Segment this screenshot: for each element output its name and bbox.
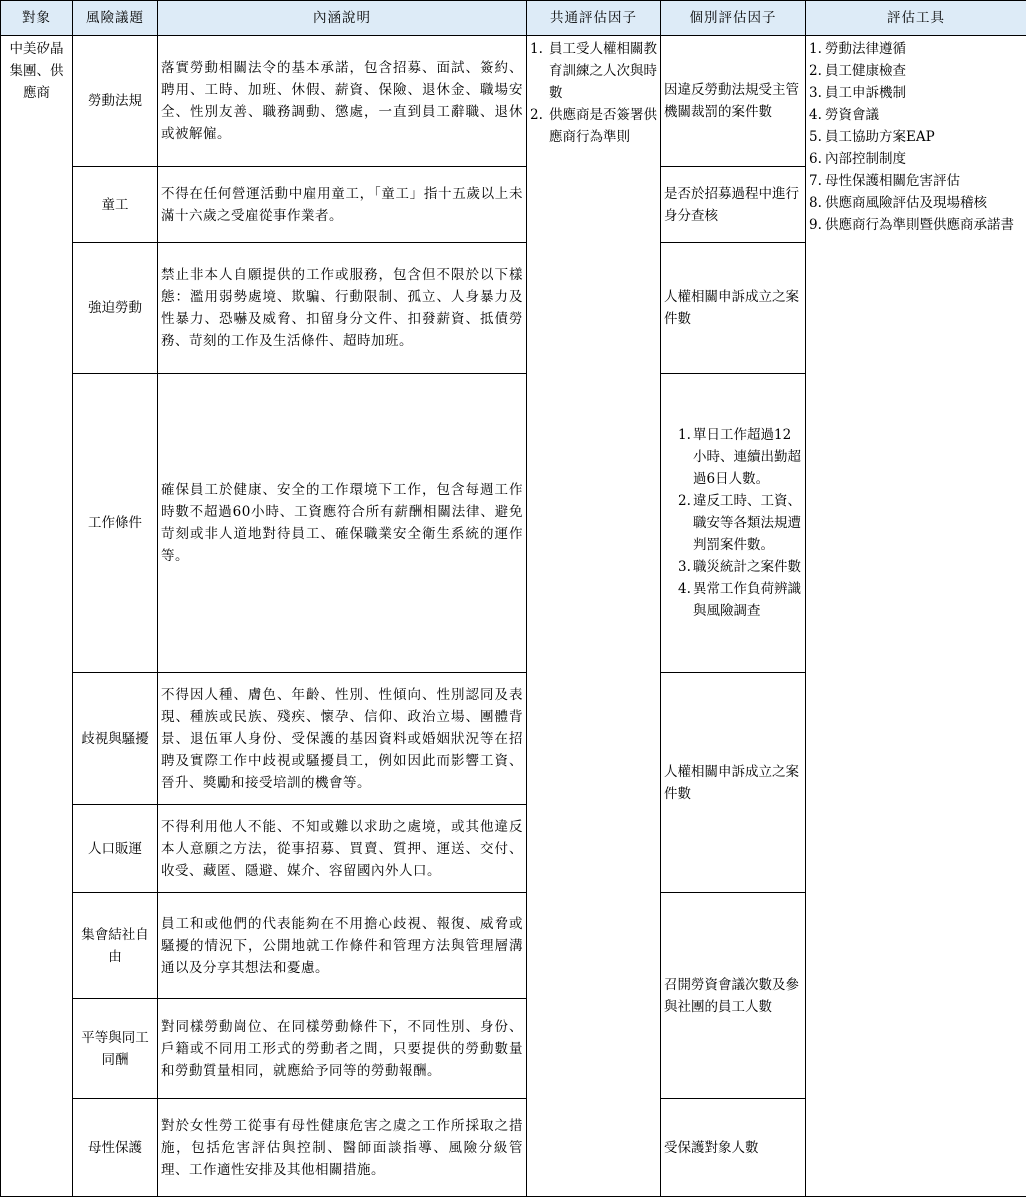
list-item	[664, 578, 802, 622]
list-number: 4.	[809, 107, 822, 123]
description-cell: 對於女性勞工從事有母性健康危害之虞之工作所採取之措施，包括危害評估與控制、醫師面談指導、風險分級管理、工作適性安排及其他相關措施。	[158, 1099, 527, 1197]
list-text: 違反工時、工資、職安等各類法規遭判罰案件數。	[693, 493, 801, 553]
list-text: 異常工作負荷辨識與風險調查	[693, 581, 801, 619]
list-text: 供應商是否簽署供應商行為準則	[549, 107, 657, 145]
description-cell: 員工和或他們的代表能夠在不用擔心歧視、報復、威脅或騷擾的情況下，公開地就工作條件和管理方法與管理層溝通以及分享其想法和憂慮。	[158, 893, 527, 999]
list-number: 1.	[678, 427, 691, 443]
list-number: 7.	[809, 173, 822, 189]
list-text: 供應商行為準則暨供應商承諾書	[825, 217, 1014, 233]
list-item	[809, 192, 1023, 214]
issue-cell: 工作條件	[73, 374, 158, 673]
table-row	[1, 36, 1026, 167]
list-number: 1.	[530, 41, 543, 57]
list-number: 2.	[809, 63, 822, 79]
list-number: 2.	[678, 493, 691, 509]
individual-factor-cell: 人權相關申訴成立之案件數	[661, 673, 806, 893]
list-number: 4.	[678, 581, 691, 597]
individual-factor-cell: 因違反勞動法規受主管機關裁罰的案件數	[661, 36, 806, 167]
list-text: 勞動法律遵循	[825, 41, 906, 57]
list-text: 員工健康檢查	[825, 63, 906, 79]
issue-cell: 童工	[73, 167, 158, 243]
issue-cell: 集會結社自由	[73, 893, 158, 999]
individual-factor-cell	[661, 374, 806, 673]
work-conditions-list	[664, 424, 802, 622]
individual-factor-cell: 召開勞資會議次數及參與社團的員工人數	[661, 893, 806, 1099]
header-description: 內涵說明	[158, 1, 527, 36]
list-item	[809, 214, 1023, 236]
header-individual-factors: 個別評估因子	[661, 1, 806, 36]
list-item	[809, 38, 1023, 60]
common-factors-cell	[527, 36, 661, 1197]
description-cell: 確保員工於健康、安全的工作環境下工作，包含每週工作時數不超過60小時、工資應符合所有薪酬相關法律、避免苛刻或非人道地對待員工、確保職業安全衛生系統的運作等。	[158, 374, 527, 673]
description-cell: 落實勞動相關法令的基本承諾，包含招募、面試、簽約、聘用、工時、加班、休假、薪資、保險、退休金、職場安全、性別友善、職務調動、懲處，一直到員工辭職、退休或被解僱。	[158, 36, 527, 167]
individual-factor-cell: 人權相關申訴成立之案件數	[661, 243, 806, 374]
list-item	[530, 104, 657, 148]
list-text: 職災統計之案件數	[693, 559, 801, 575]
list-text: 員工協助方案EAP	[825, 129, 935, 145]
list-item	[530, 38, 657, 104]
list-number: 6.	[809, 151, 822, 167]
issue-cell: 母性保護	[73, 1099, 158, 1197]
description-cell: 不得利用他人不能、不知或難以求助之處境，或其他違反本人意願之方法，從事招募、買賣、質押、運送、交付、收受、藏匿、隱避、媒介、容留國內外人口。	[158, 805, 527, 893]
description-cell: 不得因人種、膚色、年齡、性別、性傾向、性別認同及表現、種族或民族、殘疾、懷孕、信仰、政治立場、團體背景、退伍軍人身份、受保護的基因資料或婚姻狀況等在招聘及實際工作中歧視或騷擾員工，例如因此而影響工資、晉升、獎勵和接受培訓的機會等。	[158, 673, 527, 805]
issue-cell: 歧視與騷擾	[73, 673, 158, 805]
list-text: 母性保護相關危害評估	[825, 173, 960, 189]
issue-cell: 強迫勞動	[73, 243, 158, 374]
target-cell: 中美矽晶集團、供應商	[1, 36, 73, 1197]
list-item	[809, 148, 1023, 170]
list-number: 8.	[809, 195, 822, 211]
description-cell: 不得在任何營運活動中雇用童工，「童工」指十五歲以上未滿十六歲之受雇從事作業者。	[158, 167, 527, 243]
individual-factor-cell: 受保護對象人數	[661, 1099, 806, 1197]
list-number: 3.	[809, 85, 822, 101]
list-text: 勞資會議	[825, 107, 879, 123]
header-tools: 評估工具	[806, 1, 1026, 36]
list-item	[809, 60, 1023, 82]
common-factors-list	[530, 38, 657, 148]
tools-list	[809, 38, 1023, 236]
list-number: 9.	[809, 217, 822, 233]
list-number: 3.	[678, 559, 691, 575]
list-number: 2.	[530, 107, 543, 123]
list-number: 1.	[809, 41, 822, 57]
description-cell: 禁止非本人自願提供的工作或服務，包含但不限於以下樣態：濫用弱勢處境、欺騙、行動限制、孤立、人身暴力及性暴力、恐嚇及威脅、扣留身分文件、扣發薪資、抵債勞務、苛刻的工作及生活條件、超時加班。	[158, 243, 527, 374]
individual-factor-cell: 是否於招募過程中進行身分查核	[661, 167, 806, 243]
list-item	[664, 490, 802, 556]
list-text: 員工申訴機制	[825, 85, 906, 101]
description-cell: 對同樣勞動崗位、在同樣勞動條件下，不同性別、身份、戶籍或不同用工形式的勞動者之間，只要提供的勞動數量和勞動質量相同，就應給予同等的勞動報酬。	[158, 999, 527, 1099]
list-text: 單日工作超過12小時、連續出勤超過6日人數。	[693, 427, 801, 487]
header-target: 對象	[1, 1, 73, 36]
issue-cell: 人口販運	[73, 805, 158, 893]
tools-cell	[806, 36, 1026, 1197]
list-text: 內部控制制度	[825, 151, 906, 167]
list-item	[809, 170, 1023, 192]
list-item	[809, 104, 1023, 126]
header-issue: 風險議題	[73, 1, 158, 36]
issue-cell: 勞動法規	[73, 36, 158, 167]
list-item	[664, 424, 802, 490]
list-item	[809, 126, 1023, 148]
issue-cell: 平等與同工同酬	[73, 999, 158, 1099]
list-text: 供應商風險評估及現場稽核	[825, 195, 987, 211]
list-number: 5.	[809, 129, 822, 145]
list-item	[664, 556, 802, 578]
header-common-factors: 共通評估因子	[527, 1, 661, 36]
header-row	[1, 1, 1026, 36]
list-text: 員工受人權相關教育訓練之人次與時數	[549, 41, 657, 101]
list-item	[809, 82, 1023, 104]
